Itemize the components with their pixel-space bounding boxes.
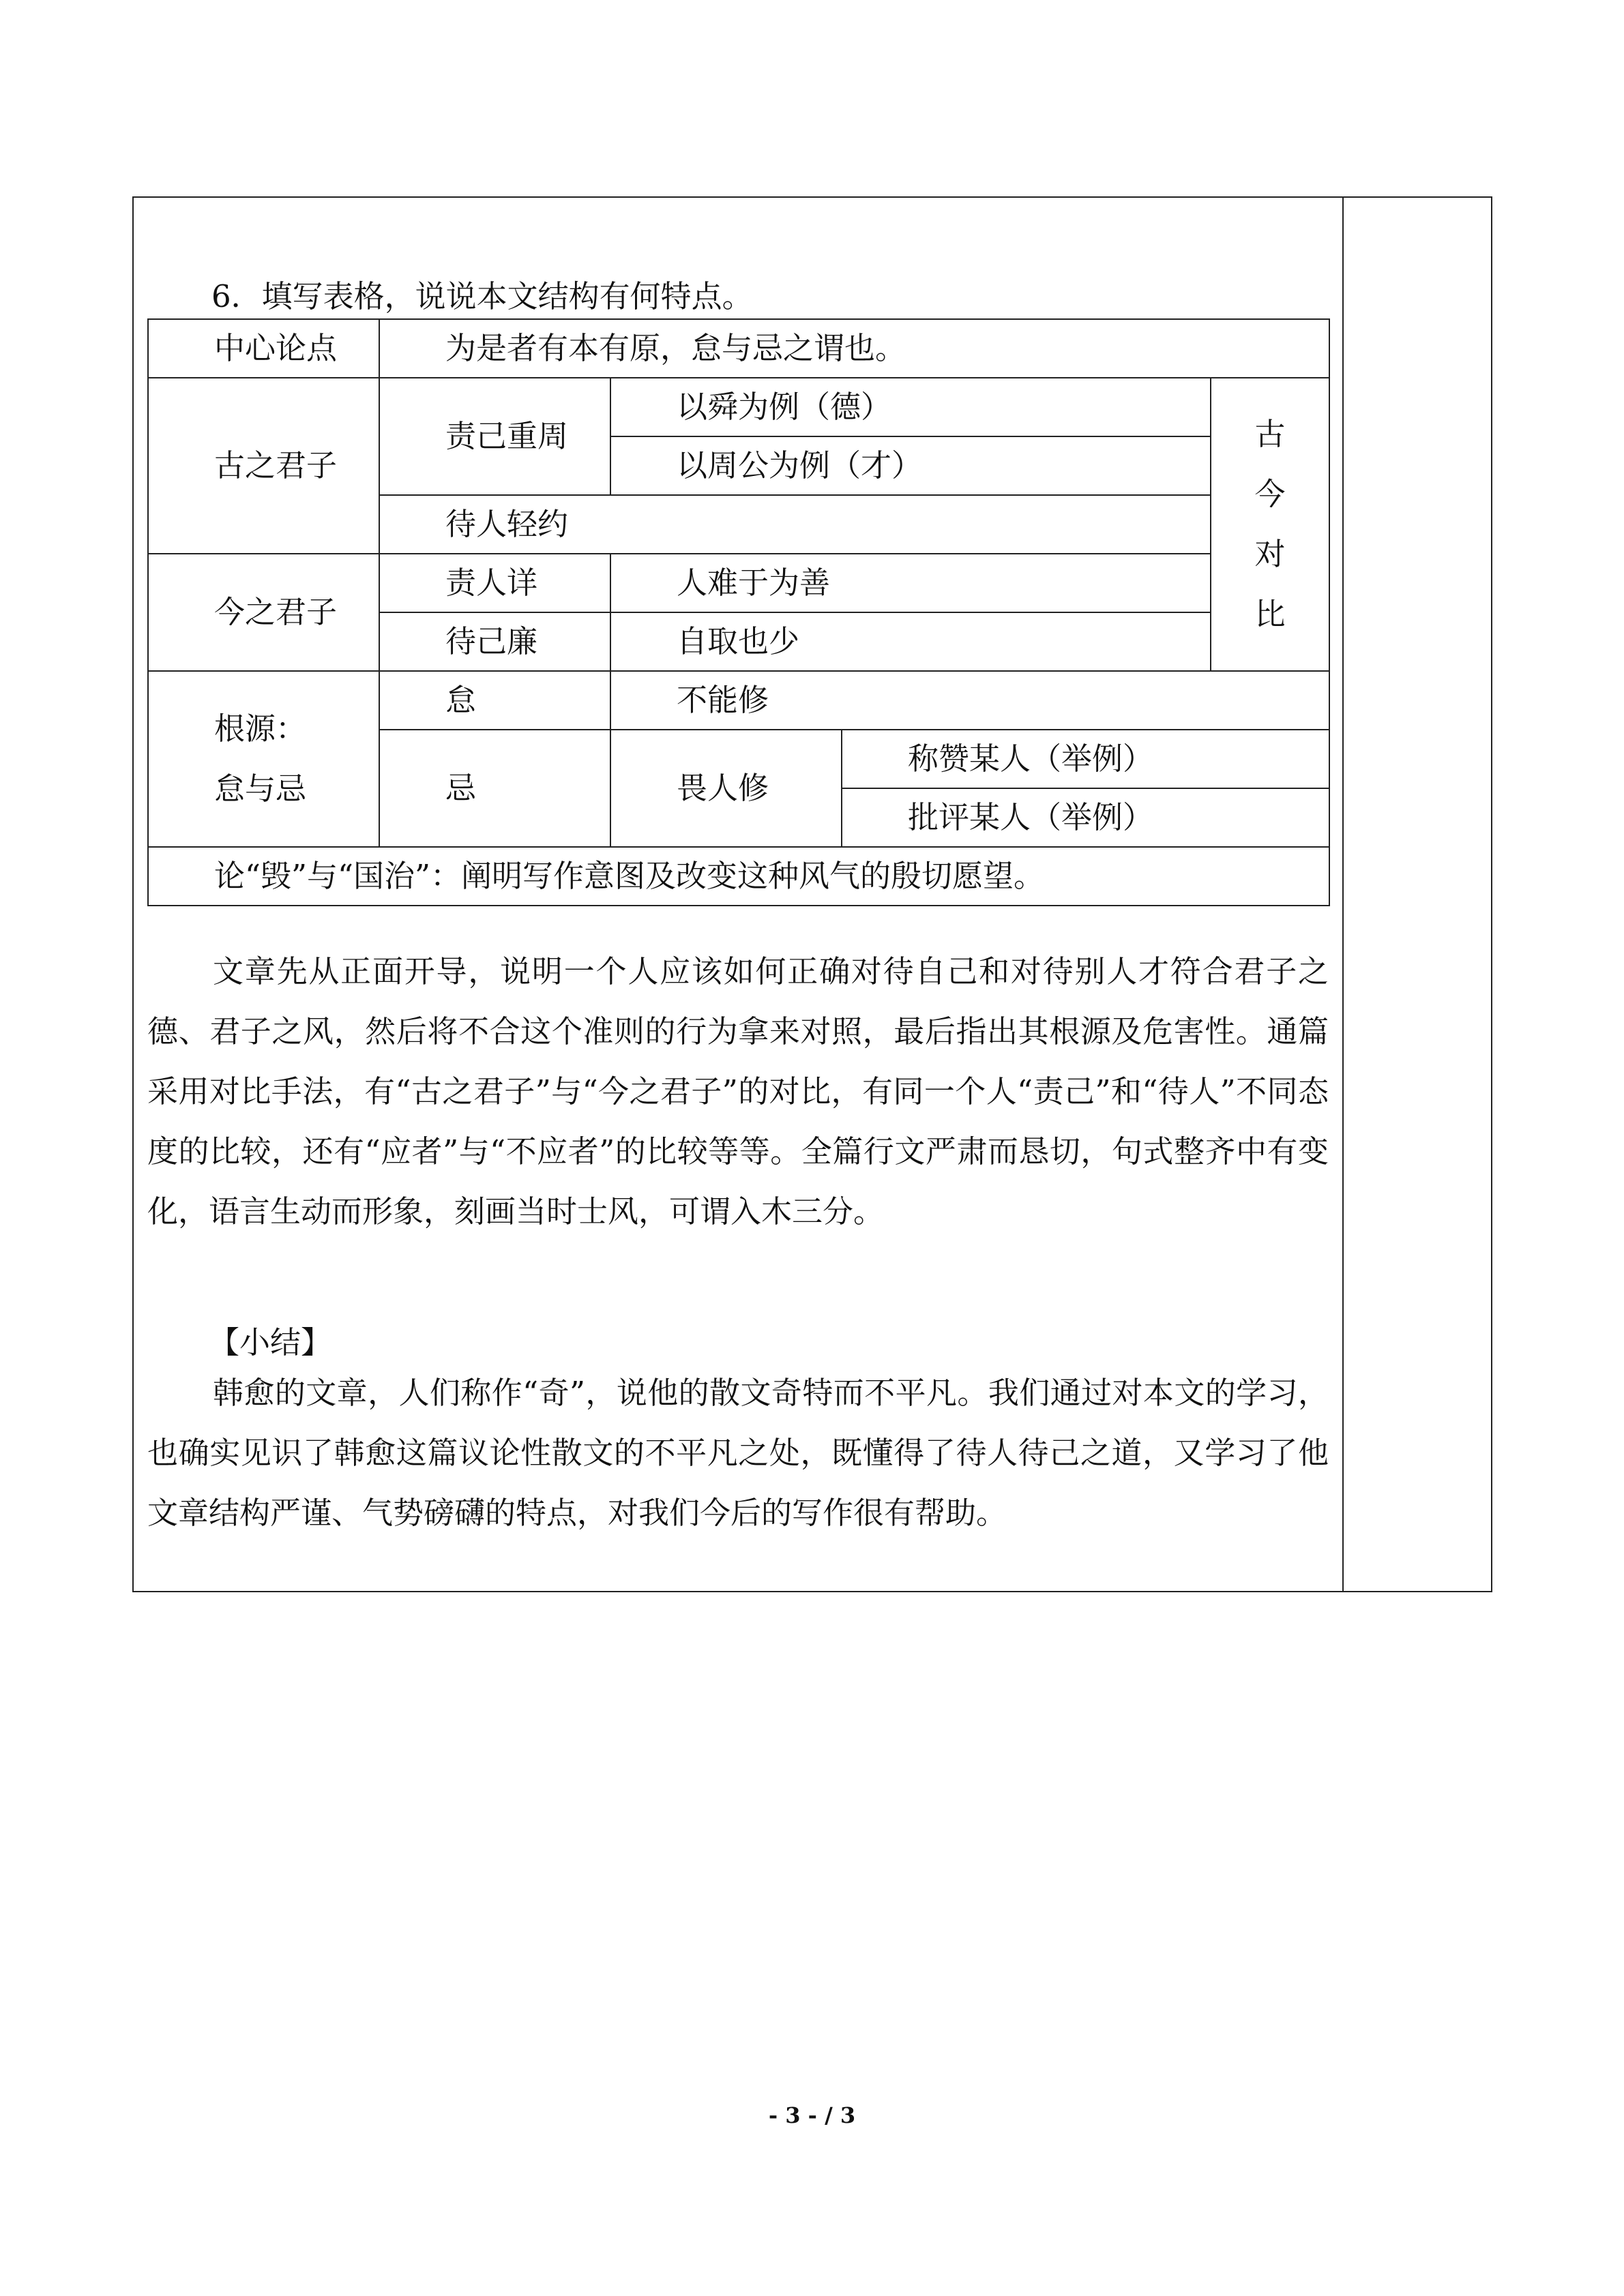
contrast-char: 今 <box>1254 476 1286 512</box>
modern-self: 待己廉 <box>379 612 610 671</box>
dai-result: 不能修 <box>610 671 1329 730</box>
ancient-example-1: 以舜为例（德） <box>610 378 1211 436</box>
page-number: - 3 - / 3 <box>768 2102 856 2128</box>
contrast-cell <box>1211 378 1329 671</box>
root-label-line: 怠与忌 <box>214 771 307 807</box>
root-label-line: 根源： <box>214 711 307 747</box>
table-row <box>148 554 1329 612</box>
ji-cell: 忌 <box>379 730 610 847</box>
summary-paragraph: 韩愈的文章，人们称作“奇”，说他的散文奇特而不平凡。我们通过对本文的学习，也确实见识了韩愈这篇议论性散文的不平凡之处，既懂得了待人待己之道，又学习了他文章结构严谨、气势磅礴的特点，对我们今后的写作很有帮助。 <box>147 1375 1329 1531</box>
summary-heading: 【小结】 <box>209 1324 332 1360</box>
ji-result: 畏人修 <box>610 730 842 847</box>
ji-example-2: 批评某人（举例） <box>842 788 1329 847</box>
dai-cell: 怠 <box>379 671 610 730</box>
table-row <box>148 671 1329 730</box>
table-row <box>148 319 1329 378</box>
modern-others-result: 人难于为善 <box>610 554 1211 612</box>
ancient-example-2: 以周公为例（才） <box>610 436 1211 495</box>
analysis-paragraph: 文章先从正面开导，说明一个人应该如何正确对待自己和对待别人才符合君子之德、君子之风，然后将不合这个准则的行为拿来对照，最后指出其根源及危害性。通篇采用对比手法，有“古之君子”与“今之君子”的对比，有同一个人“责己”和“待人”不同态度的比较，还有“应者”与“不应者”的比较等等。全篇行文严肃而恳切，句式整齐中有变化，语言生动而形象，刻画当时士风，可谓入木三分。 <box>147 953 1329 1229</box>
conclusion-cell: 论“毁”与“国治”：阐明写作意图及改变这种风气的殷切愿望。 <box>148 847 1329 906</box>
ancient-others: 待人轻约 <box>379 495 1211 554</box>
root-label <box>148 671 379 847</box>
ancient-self: 责己重周 <box>379 378 610 495</box>
table-row <box>148 847 1329 906</box>
table-row <box>148 378 1329 436</box>
ji-example-1: 称赞某人（举例） <box>842 730 1329 788</box>
structure-table <box>147 318 1330 906</box>
central-label: 中心论点 <box>148 319 379 378</box>
central-value: 为是者有本有原，怠与忌之谓也。 <box>379 319 1329 378</box>
contrast-char: 古 <box>1254 416 1286 452</box>
frame-divider <box>1342 196 1344 1592</box>
modern-others: 责人详 <box>379 554 610 612</box>
question-title: 6．填写表格，说说本文结构有何特点。 <box>211 278 753 314</box>
modern-self-result: 自取也少 <box>610 612 1211 671</box>
modern-label: 今之君子 <box>148 554 379 671</box>
contrast-char: 对 <box>1254 536 1286 572</box>
ancient-label: 古之君子 <box>148 378 379 554</box>
contrast-char: 比 <box>1254 596 1286 632</box>
